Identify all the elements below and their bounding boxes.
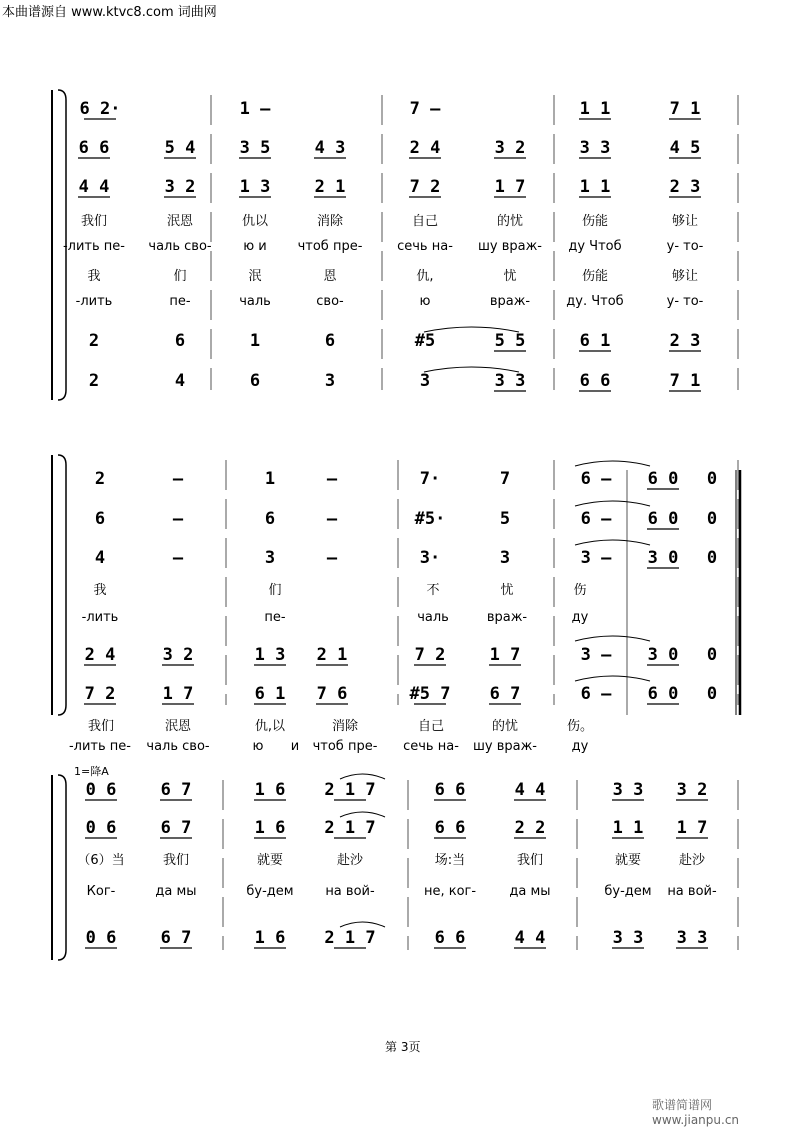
- note-group: 0: [706, 684, 718, 704]
- lyric-syllable: 就要: [614, 853, 642, 868]
- note-group: #5·: [414, 509, 446, 529]
- lyric-syllable: чтоб пре-: [297, 239, 363, 254]
- page-number: 第 3页: [385, 1040, 421, 1054]
- note-group: 1 6: [254, 818, 286, 838]
- note-group: 3 –: [580, 548, 612, 568]
- note-group: 4 4: [78, 177, 110, 197]
- lyric-syllable: шу враж-: [477, 239, 543, 254]
- lyric-syllable: сечь на-: [397, 239, 453, 254]
- tie-arc: [575, 676, 650, 681]
- tie-arc: [575, 501, 650, 506]
- note-group: 1 7: [494, 177, 526, 197]
- note-group: 6 6: [434, 818, 466, 838]
- lyric-syllable: 我: [87, 269, 101, 284]
- lyric-syllable: чаль сво-: [146, 739, 210, 754]
- note-group: 2 1 7: [324, 928, 376, 948]
- lyric-syllable: чаль: [417, 610, 449, 625]
- note-group: 4: [94, 548, 106, 568]
- lyric-syllable: 我们: [87, 719, 115, 734]
- lyric-syllable: 仇,以: [254, 719, 286, 734]
- note-group: 7 –: [409, 99, 441, 119]
- lyric-syllable: 我们: [162, 853, 190, 868]
- note-group: 6 0: [647, 469, 679, 489]
- note-group: 6 0: [647, 509, 679, 529]
- note-group: 6 6: [434, 928, 466, 948]
- note-group: 0: [706, 548, 718, 568]
- key-signature-label: 1=降A: [74, 765, 109, 778]
- lyric-syllable: 自己: [417, 719, 445, 734]
- note-group: 1 6: [254, 928, 286, 948]
- note-group: 2 3: [669, 177, 701, 197]
- note-group: 5: [499, 509, 511, 529]
- note-group: 0 6: [85, 818, 117, 838]
- note-group: 1 7: [162, 684, 194, 704]
- note-group: 3 0: [647, 548, 679, 568]
- note-group: 2: [88, 331, 100, 351]
- tie-arc: [340, 812, 385, 817]
- tie-arc: [575, 461, 650, 466]
- note-group: 1 7: [676, 818, 708, 838]
- note-group: 6 6: [434, 780, 466, 800]
- lyric-syllable: 伤。: [566, 719, 594, 734]
- note-group: 3 2: [676, 780, 708, 800]
- lyric-syllable: 泯恩: [164, 719, 192, 734]
- note-group: 3 2: [164, 177, 196, 197]
- lyric-syllable: ду. Чтоб: [566, 294, 624, 309]
- lyric-syllable: бу-дем: [246, 884, 294, 899]
- note-group: 6 7: [160, 780, 192, 800]
- note-group: –: [326, 548, 338, 568]
- note-group: 7: [499, 469, 511, 489]
- note-group: 2: [88, 371, 100, 391]
- tie-arc: [575, 540, 650, 545]
- note-group: –: [172, 548, 184, 568]
- lyric-syllable: 我们: [516, 853, 544, 868]
- lyric-syllable: бу-дем: [604, 884, 652, 899]
- note-group: 2: [94, 469, 106, 489]
- note-group: 6 –: [580, 469, 612, 489]
- lyric-syllable: ду: [571, 739, 589, 754]
- lyric-syllable: не, ког-: [423, 884, 477, 899]
- lyric-syllable: 我们: [80, 214, 108, 229]
- lyric-syllable: 的忧: [496, 214, 524, 229]
- note-group: 6 1: [254, 684, 286, 704]
- lyric-syllable: ду Чтоб: [568, 239, 622, 254]
- note-group: 2 4: [409, 138, 441, 158]
- lyric-syllable: -лить пе-: [62, 239, 126, 254]
- note-group: 4 4: [514, 780, 546, 800]
- note-group: 2 1 7: [324, 780, 376, 800]
- lyric-syllable: 仇以: [241, 214, 269, 229]
- lyric-syllable: 场:当: [434, 853, 466, 868]
- note-group: 1: [264, 469, 276, 489]
- note-group: #5 7: [409, 684, 451, 704]
- note-group: #5: [414, 331, 436, 351]
- note-group: 3 3: [676, 928, 708, 948]
- note-group: 6 0: [647, 684, 679, 704]
- lyric-syllable: 泯恩: [166, 214, 194, 229]
- note-group: 0: [706, 509, 718, 529]
- note-group: 6: [94, 509, 106, 529]
- note-group: 3 0: [647, 645, 679, 665]
- note-group: 7 2: [414, 645, 446, 665]
- note-group: 3 2: [162, 645, 194, 665]
- lyric-syllable: чаль сво-: [148, 239, 212, 254]
- lyric-syllable: 我: [93, 583, 107, 598]
- tie-arc: [575, 636, 650, 641]
- lyric-syllable: 们: [173, 269, 187, 284]
- lyric-syllable: 泯: [248, 269, 262, 284]
- lyric-syllable: да мы: [155, 884, 197, 899]
- note-group: 1 1: [612, 818, 644, 838]
- system-bracket-curve: [58, 775, 66, 960]
- note-group: –: [326, 509, 338, 529]
- note-group: 6 6: [78, 138, 110, 158]
- lyric-syllable: шу враж-: [472, 739, 538, 754]
- lyric-syllable: 够让: [671, 214, 699, 229]
- lyric-syllable: и: [290, 739, 300, 754]
- lyric-syllable: чаль: [239, 294, 271, 309]
- lyric-syllable: 的忧: [491, 719, 519, 734]
- lyric-syllable: ю: [252, 739, 264, 754]
- note-group: 3 3: [612, 780, 644, 800]
- lyric-syllable: да мы: [509, 884, 551, 899]
- lyric-syllable: Ког-: [86, 884, 116, 899]
- note-group: 1 3: [239, 177, 271, 197]
- note-group: 6 1: [579, 331, 611, 351]
- lyric-syllable: пе-: [264, 610, 286, 625]
- tie-arc: [340, 774, 385, 779]
- note-group: 3: [324, 371, 336, 391]
- note-group: 7 2: [84, 684, 116, 704]
- lyric-syllable: 够让: [671, 269, 699, 284]
- note-group: 3 5: [239, 138, 271, 158]
- lyric-syllable: сечь на-: [403, 739, 459, 754]
- note-group: 7 1: [669, 371, 701, 391]
- note-group: 2 2: [514, 818, 546, 838]
- tie-arc: [340, 922, 385, 927]
- note-group: 0 6: [85, 780, 117, 800]
- note-group: 0 6: [85, 928, 117, 948]
- note-group: 6: [249, 371, 261, 391]
- note-group: 6 –: [580, 684, 612, 704]
- note-group: 5 4: [164, 138, 196, 158]
- lyric-syllable: 们: [268, 583, 282, 598]
- note-group: 0: [706, 469, 718, 489]
- note-group: 2 1: [314, 177, 346, 197]
- note-group: 1 7: [489, 645, 521, 665]
- lyric-syllable: 恩: [323, 269, 337, 284]
- note-group: 3 3: [579, 138, 611, 158]
- note-group: 3 3: [612, 928, 644, 948]
- lyric-syllable: （6）当: [77, 853, 125, 868]
- note-group: 3: [264, 548, 276, 568]
- lyric-syllable: 自己: [411, 214, 439, 229]
- source-header: 本曲谱源自 www.ktvc8.com 词曲网: [2, 5, 217, 20]
- lyric-syllable: 伤能: [581, 214, 609, 229]
- note-group: –: [172, 469, 184, 489]
- note-group: 1: [249, 331, 261, 351]
- note-group: 6: [264, 509, 276, 529]
- lyric-syllable: на вой-: [325, 884, 375, 899]
- lyric-syllable: 忧: [503, 269, 517, 284]
- lyric-syllable: 伤: [573, 583, 587, 598]
- note-group: 7 6: [316, 684, 348, 704]
- note-group: 4 4: [514, 928, 546, 948]
- note-group: 2 3: [669, 331, 701, 351]
- note-group: 6: [174, 331, 186, 351]
- note-group: 0: [706, 645, 718, 665]
- lyric-syllable: на вой-: [667, 884, 717, 899]
- note-group: 3 –: [580, 645, 612, 665]
- note-group: 3 3: [494, 371, 526, 391]
- note-group: 6: [324, 331, 336, 351]
- lyric-syllable: -лить: [81, 610, 119, 625]
- note-group: 3 2: [494, 138, 526, 158]
- note-group: 2 1: [316, 645, 348, 665]
- note-group: 6 –: [580, 509, 612, 529]
- note-group: 2 1 7: [324, 818, 376, 838]
- lyric-syllable: -лить пе-: [68, 739, 132, 754]
- lyric-syllable: враж-: [489, 294, 531, 309]
- note-group: 6 6: [579, 371, 611, 391]
- note-group: 5 5: [494, 331, 526, 351]
- note-group: 7·: [419, 469, 441, 489]
- lyric-syllable: сво-: [316, 294, 344, 309]
- lyric-syllable: 不: [426, 583, 440, 598]
- note-group: 4 5: [669, 138, 701, 158]
- lyric-syllable: чтоб пре-: [312, 739, 378, 754]
- note-group: 2 4: [84, 645, 116, 665]
- note-group: 4 3: [314, 138, 346, 158]
- note-group: 1 1: [579, 177, 611, 197]
- note-group: 6 7: [489, 684, 521, 704]
- lyric-syllable: 消除: [331, 719, 359, 734]
- note-group: 3·: [419, 548, 441, 568]
- note-group: 3: [419, 371, 431, 391]
- lyric-syllable: у- то-: [666, 239, 704, 254]
- lyric-syllable: пе-: [169, 294, 191, 309]
- note-group: 1 3: [254, 645, 286, 665]
- lyric-syllable: 赴沙: [336, 853, 364, 868]
- note-group: 6 2·: [79, 99, 121, 119]
- lyric-syllable: 忧: [500, 583, 514, 598]
- lyric-syllable: враж-: [486, 610, 528, 625]
- note-group: 6 7: [160, 928, 192, 948]
- note-group: 6 7: [160, 818, 192, 838]
- lyric-syllable: у- то-: [666, 294, 704, 309]
- note-group: 1 –: [239, 99, 271, 119]
- note-group: 7 2: [409, 177, 441, 197]
- lyric-syllable: 赴沙: [678, 853, 706, 868]
- lyric-syllable: 伤能: [581, 269, 609, 284]
- note-group: 1 1: [579, 99, 611, 119]
- lyric-syllable: ю: [419, 294, 431, 309]
- note-group: 3: [499, 548, 511, 568]
- note-group: –: [326, 469, 338, 489]
- lyric-syllable: 消除: [316, 214, 344, 229]
- note-group: 1 6: [254, 780, 286, 800]
- lyric-syllable: ду: [571, 610, 589, 625]
- note-group: 7 1: [669, 99, 701, 119]
- lyric-syllable: ю и: [243, 239, 267, 254]
- lyric-syllable: 仇,: [416, 269, 434, 284]
- lyric-syllable: 就要: [256, 853, 284, 868]
- system-bracket-curve: [58, 455, 66, 715]
- watermark: 歌谱简谱网 www.jianpu.cn: [652, 1098, 740, 1127]
- note-group: –: [172, 509, 184, 529]
- lyric-syllable: -лить: [75, 294, 113, 309]
- note-group: 4: [174, 371, 186, 391]
